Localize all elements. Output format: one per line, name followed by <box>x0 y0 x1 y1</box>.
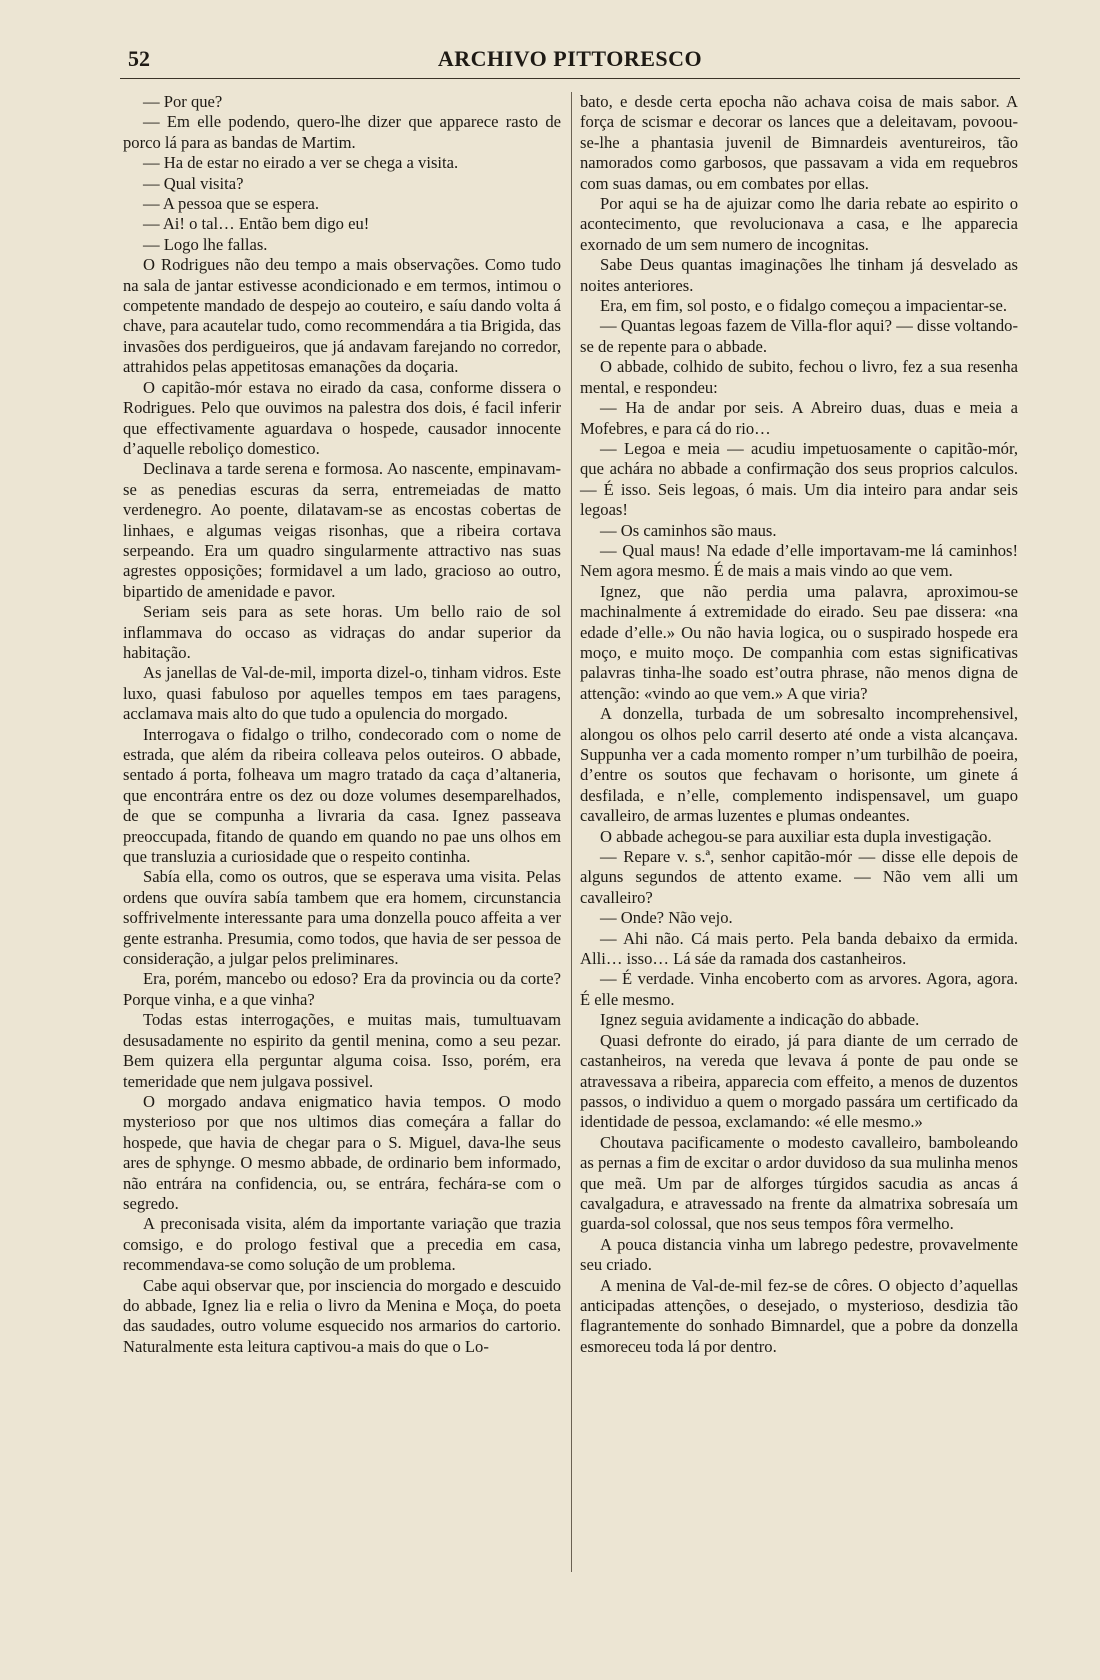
paragraph: — Repare v. s.ª, senhor capitão-mór — disse elle depois de alguns segundos de attento exame. — Não vem alli um cavalleiro? <box>580 847 1018 907</box>
paragraph: Era, porém, mancebo ou edoso? Era da provincia ou da corte? Porque vinha, e a que vinha? <box>123 969 561 1009</box>
left-column <box>123 92 561 1357</box>
paragraph: O abbade achegou-se para auxiliar esta dupla investigação. <box>600 826 992 846</box>
paragraph: Declinava a tarde serena e formosa. Ao nascente, empinavam-se as penedias escuras da serra, entremeiadas de matto verdenegro. Ao poente, dilatavam-se as encostas cobertas de linhaes, e algumas veigas risonhas, que a ribeira cortava serpeando. Era um quadro singularmente attractivo nas suas agrestes opposições; formidavel a um lado, gracioso ao outro, bipartido de amenidade e pavor. <box>123 459 561 601</box>
paragraph: Todas estas interrogações, e muitas mais, tumultuavam desusadamente no espirito da gentil menina, como a seu pezar. Bem quizera ella perguntar alguma coisa. Isso, porém, era temeridade que nem julgava possivel. <box>123 1010 561 1091</box>
paragraph: — Em elle podendo, quero-lhe dizer que apparece rasto de porco lá para as bandas de Martim. <box>123 112 561 152</box>
paragraph: — Ahi não. Cá mais perto. Pela banda debaixo da ermida. Alli… isso… Lá sáe da ramada dos castanheiros. <box>580 928 1018 969</box>
paragraph: Quasi defronte do eirado, já para diante de um cerrado de castanheiros, na vereda que levava á ponte de pau onde se atravessava a ribeira, apparecia com effeito, a menos de duzentos passos, o individuo a quem o morgado passára um certificado da identidade de pessoa, exclamando: «é elle mesmo.» <box>580 1030 1018 1132</box>
right-column <box>580 92 1018 1357</box>
page-number: 52 <box>128 46 150 71</box>
paragraph: Sabía ella, como os outros, que se esperava uma visita. Pelas ordens que ouvíra sabía tambem que era homem, circunstancia soffrivelmente interessante para uma donzella pouco affeita a ver gente estranha. Presumia, como todos, que havia de ser pessoa de consideração, a julgar pelos preliminares. <box>123 867 561 969</box>
paragraph: — Logo lhe fallas. <box>143 234 268 254</box>
paragraph: Por aqui se ha de ajuizar como lhe daria rebate ao espirito o acontecimento, que revolucionava a casa, e lhe apparecia exornado de um sem numero de incognitas. <box>580 194 1018 254</box>
paragraph: A preconisada visita, além da importante variação que trazia comsigo, e do prologo festival que a precedia em casa, recommendava-se como solução de um problema. <box>123 1214 561 1275</box>
paragraph: O morgado andava enigmatico havia tempos. O modo mysterioso por que nos ultimos dias começára a fallar do hospede, que havia de chegar para o S. Miguel, dava-lhe seus ares de sphynge. O mesmo abbade, de ordinario bem informado, não entrára na confidencia, ou, se entrára, fechára-se com o segredo. <box>123 1091 561 1213</box>
paragraph: Ignez seguia avidamente a indicação do abbade. <box>600 1010 920 1030</box>
paragraph: — Os caminhos são maus. <box>600 520 777 540</box>
paragraph: O capitão-mór estava no eirado da casa, conforme dissera o Rodrigues. Pelo que ouvimos na palestra dos dois, é facil inferir que effectivamente aguardava o hospede, causador innocente d’aquelle reboliço domestico. <box>123 377 561 458</box>
paragraph: O Rodrigues não deu tempo a mais observações. Como tudo na sala de jantar estivesse acondicionado e em termos, intimou o competente mandado de despejo ao couteiro, e saíu dando volta á chave, para acautelar tudo, como recommendára a tia Brigida, das invasões dos perdigueiros, que já andavam farejando no corredor, attrahidos pelas appetitosas emanações da doçaria. <box>123 255 561 377</box>
paragraph: As janellas de Val-de-mil, importa dizel-o, tinham vidros. Este luxo, quasi fabuloso por aquelles tempos em taes paragens, acclamava mais alto do que tudo a opulencia do morgado. <box>123 663 561 724</box>
paragraph: — Quantas legoas fazem de Villa-flor aqui? — disse voltando-se de repente para o abbade. <box>580 316 1018 356</box>
column-divider <box>571 92 572 1572</box>
paragraph: Seriam seis para as sete horas. Um bello raio de sol inflammava do occaso as vidraças do andar superior da habitação. <box>123 602 561 662</box>
paragraph: — Ha de andar por seis. A Abreiro duas, duas e meia a Mofebres, e para cá do rio… <box>580 398 1018 438</box>
paragraph: A donzella, turbada de um sobresalto incomprehensivel, alongou os olhos pelo carril deserto até onde a vista alcançava. Suppunha ver a cada momento romper n’um turbilhão de poeira, d’entre os soutos que fechavam o horisonte, um ginete á desfilada, e n’elle, complemento indispensavel, um guapo cavalleiro, de armas luzentes e plumas ondeantes. <box>580 704 1018 826</box>
paragraph: Sabe Deus quantas imaginações lhe tinham já desvelado as noites anteriores. <box>580 255 1018 295</box>
paragraph: — A pessoa que se espera. <box>143 194 320 214</box>
paragraph: Era, em fim, sol posto, e o fidalgo começou a impacientar-se. <box>600 296 1008 316</box>
paragraph: — Onde? Não vejo. <box>600 908 733 928</box>
paragraph: Choutava pacificamente o modesto cavalleiro, bamboleando as pernas a fim de excitar o ardor duvidoso da sua mulinha menos que meã. Um par de alforges túrgidos sacudia as ancas á cavalgadura, e atravessado na frente da almatrixa sobresaía um guarda-sol colossal, que nos seus tempos fôra vermelho. <box>580 1132 1018 1234</box>
paragraph: Ignez, que não perdia uma palavra, aproximou-se machinalmente á extremidade do eirado. Seu pae dissera: «na edade d’elle.» Ou não havia logica, ou o suspirado hospede era moço, e muito moço. De companhia com estas significativas palavras tinha-lhe soado est’outra phrase, não menos digna de attenção: «vindo ao que vem.» A que viria? <box>580 581 1018 703</box>
paragraph: — Ai! o tal… Então bem digo eu! <box>143 214 370 234</box>
paragraph: — Por que? <box>143 92 223 111</box>
page-header <box>120 42 1020 79</box>
paragraph: — Qual maus! Na edade d’elle importavam-me lá caminhos! Nem agora mesmo. É de mais a mais vindo ao que vem. <box>580 540 1018 581</box>
paragraph: A pouca distancia vinha um labrego pedestre, provavelmente seu criado. <box>580 1234 1018 1275</box>
paragraph: — Qual visita? <box>143 173 244 193</box>
paragraph: — Legoa e meia — acudiu impetuosamente o capitão-mór, que achára no abbade a confirmação dos seus proprios calculos. — É isso. Seis legoas, ó mais. Um dia inteiro para andar seis legoas! <box>580 438 1018 520</box>
paragraph: — É verdade. Vinha encoberto com as arvores. Agora, agora. É elle mesmo. <box>580 969 1018 1009</box>
paragraph: Cabe aqui observar que, por insciencia do morgado e descuido do abbade, Ignez lia e relia o livro da Menina e Moça, do poeta das saudades, outro volume esquecido nos armarios do cartorio. Naturalmente esta leitura captivou-a mais do que o Lo- <box>123 1275 561 1356</box>
running-title: ARCHIVO PITTORESCO <box>437 46 703 71</box>
paragraph: bato, e desde certa epocha não achava coisa de mais sabor. A força de scismar e decorar os lances que a deleitavam, povoou-se-lhe a phantasia juvenil de Bimnardeis aventureiros, tão namorados como garbosos, que passavam a vida em requebros com suas damas, ou em combates por ellas. <box>580 92 1018 193</box>
paragraph: — Ha de estar no eirado a ver se chega a visita. <box>143 153 459 173</box>
paragraph: A menina de Val-de-mil fez-se de côres. O objecto d’aquellas anticipadas attenções, o desejado, o mysterioso, desdizia tão flagrantemente do sonhado Bimnardel, que a pobre da donzella esmoreceu toda lá por dentro. <box>580 1275 1018 1356</box>
paragraph: O abbade, colhido de subito, fechou o livro, fez a sua resenha mental, e respondeu: <box>580 357 1018 397</box>
paragraph: Interrogava o fidalgo o trilho, condecorado com o nome de estrada, que além da ribeira colleava pelos outeiros. O abbade, sentado á porta, folheava um magro tratado da caça d’altaneria, que encontrára entre os dez ou doze volumes desemparelhados, de que se compunha a livraria da casa. Ignez passeava preoccupada, fitando de quando em quando no pae uns olhos em que transluzia a curiosidade que o respeito continha. <box>123 724 561 867</box>
